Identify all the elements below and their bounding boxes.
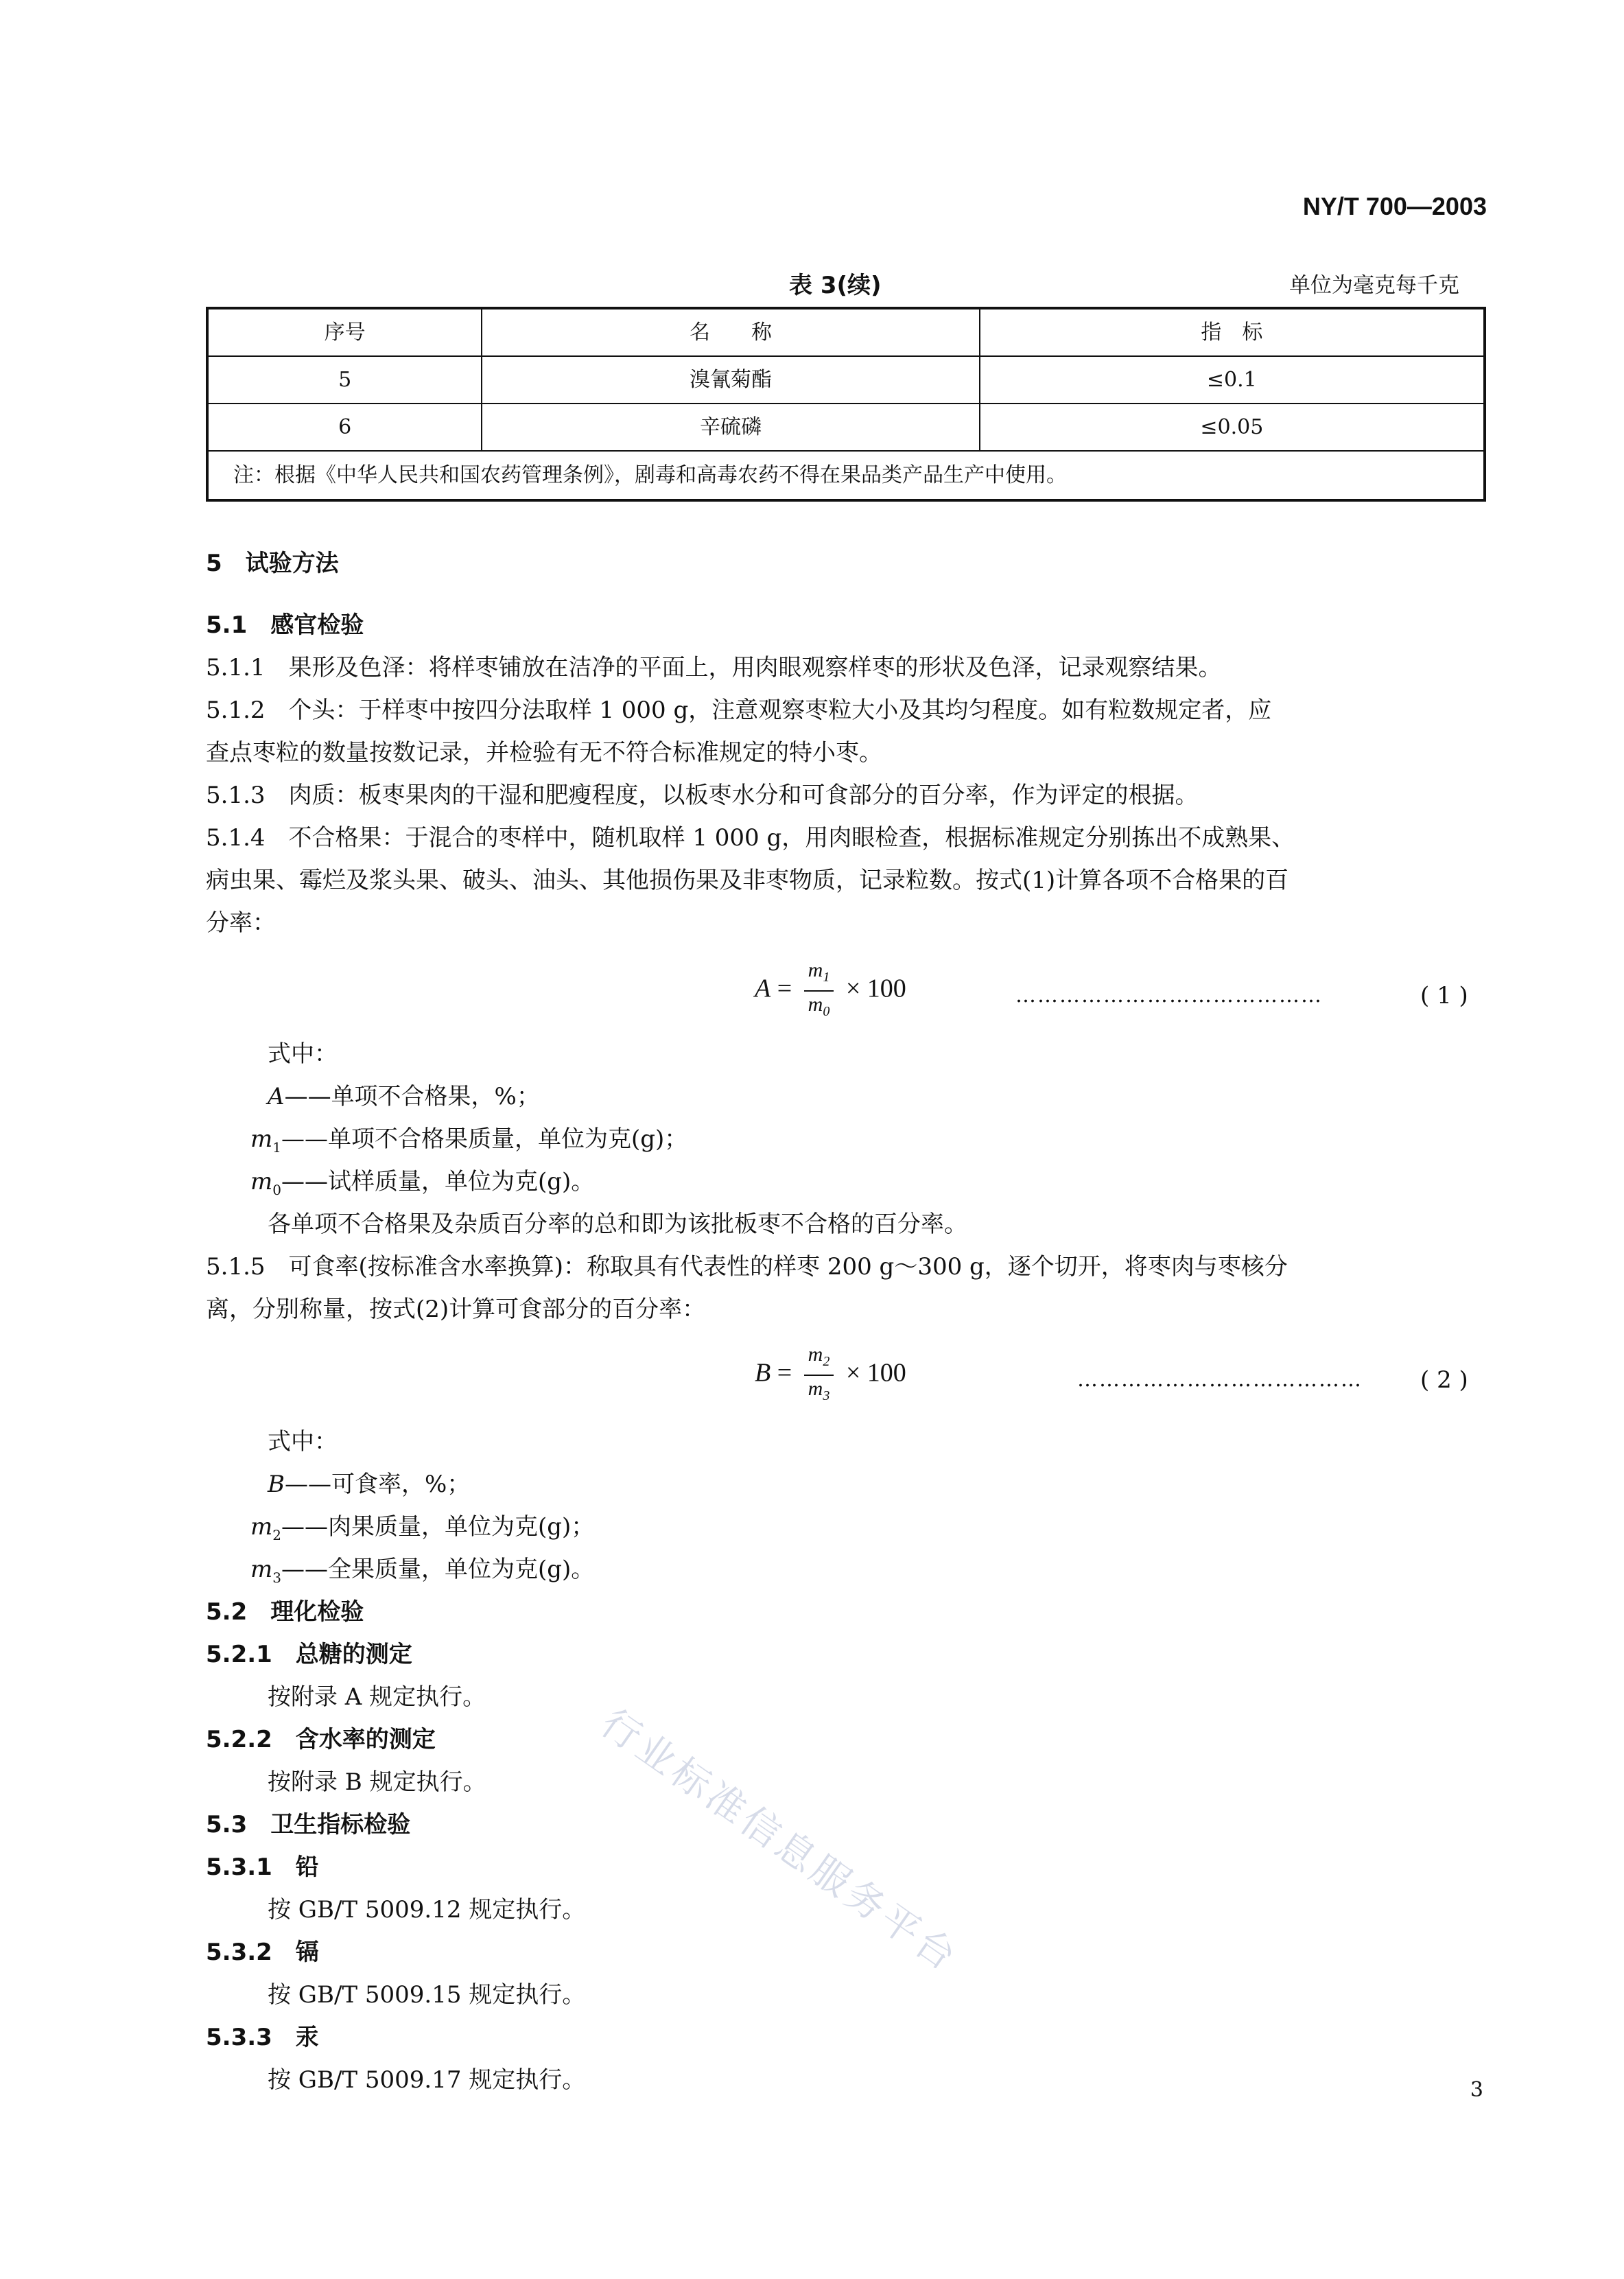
paragraph-5-1-3: 5.1.3 肉质：板枣果肉的干湿和肥瘦程度，以板枣水分和可食部分的百分率，作为评定的根据。 [206, 782, 1199, 809]
table-row [207, 356, 1485, 404]
denominator: $m_0$ [808, 993, 830, 1019]
table-row [207, 404, 1485, 451]
formula-number: ( 2 ) [1420, 1366, 1468, 1394]
table-header-row [207, 308, 1485, 356]
where-label: 式中： [268, 1040, 338, 1068]
section-5-2-2-heading: 5.2.2 含水率的测定 [206, 1726, 436, 1753]
section-5-3-2-heading: 5.3.2 镉 [206, 1939, 319, 1966]
paragraph-5-1-4-cont: 病虫果、霉烂及浆头果、破头、油头、其他损伤果及非枣物质，记录粒数。按式(1)计算各项不合格果的百 [206, 867, 1289, 894]
formula-lhs: B [755, 1358, 771, 1388]
where-label: 式中： [268, 1428, 338, 1456]
table-cell: 6 [207, 404, 482, 451]
variable-def: B——可食率，%； [268, 1471, 471, 1498]
table-note-row [207, 451, 1485, 500]
paragraph-5-3-3: 按 GB/T 5009.17 规定执行。 [268, 2066, 586, 2094]
multiplier: × 100 [845, 974, 906, 1003]
section-5-3-heading: 5.3 卫生指标检验 [206, 1811, 411, 1838]
formula-number: ( 1 ) [1420, 982, 1468, 1009]
formula-2: B = $\frac{m_2}{m_3}$ × 100 [755, 1342, 906, 1409]
standard-number: NY/T 700—2003 [1302, 192, 1487, 220]
variable-def: $m_2——$肉果质量，单位为克(g)； [250, 1513, 595, 1543]
header-cell: 名 称 [482, 308, 979, 356]
paragraph-5-1-4: 5.1.4 不合格果：于混合的枣样中，随机取样 1 000 g，用肉眼检查，根据标准规定分别拣出不成熟果、 [206, 824, 1295, 852]
section-5-2-heading: 5.2 理化检验 [206, 1598, 364, 1626]
table-cell: ≤0.1 [980, 356, 1485, 404]
paragraph-5-1-4-end: 分率： [206, 909, 276, 937]
paragraph-5-1-2-cont: 查点枣粒的数量按数记录，并检验有无不符合标准规定的特小枣。 [206, 739, 882, 767]
multiplier: × 100 [845, 1358, 906, 1388]
variable-def: $m_1——$单项不合格果质量，单位为克(g)； [250, 1125, 688, 1156]
section-5-1-heading: 5.1 感官检验 [206, 611, 364, 639]
page-number: 3 [1470, 2078, 1483, 2102]
watermark: 行业标准信息服务平台 [592, 1701, 967, 1982]
table-cell: 溴氰菊酯 [482, 356, 979, 404]
numerator: $m_2$ [804, 1342, 834, 1376]
table-caption: 表 3(续) [789, 272, 882, 299]
formula-1: A = $\frac{m_1}{m_0}$ × 100 [755, 957, 906, 1025]
denominator: $m_3$ [808, 1377, 830, 1403]
table-unit: 单位为毫克每千克 [1289, 273, 1459, 298]
paragraph-5-3-1: 按 GB/T 5009.12 规定执行。 [268, 1896, 586, 1924]
fraction [804, 1342, 834, 1409]
limits-table [206, 307, 1486, 502]
numerator: $m_1$ [804, 957, 834, 992]
paragraph-5-1-2: 5.1.2 个头：于样枣中按四分法取样 1 000 g，注意观察枣粒大小及其均匀程度。如有粒数规定者，应 [206, 697, 1272, 724]
section-5-2-1-heading: 5.2.1 总糖的测定 [206, 1641, 412, 1668]
variable-def: A——单项不合格果，%； [268, 1083, 540, 1110]
formula-leader: …………………………………… [1015, 983, 1323, 1007]
variable-def: $m_0——$试样质量，单位为克(g)。 [250, 1168, 595, 1198]
paragraph-5-2-1: 按附录 A 规定执行。 [268, 1683, 486, 1711]
table-cell: 辛硫磷 [482, 404, 979, 451]
paragraph-5-1-5: 5.1.5 可食率(按标准含水率换算)：称取具有代表性的样枣 200 g～300 g，逐个切开，将枣肉与枣核分 [206, 1253, 1288, 1281]
section-5-3-1-heading: 5.3.1 铅 [206, 1854, 319, 1881]
table-cell: ≤0.05 [980, 404, 1485, 451]
header-cell: 序号 [207, 308, 482, 356]
summary-line: 各单项不合格果及杂质百分率的总和即为该批板枣不合格的百分率。 [268, 1211, 967, 1238]
formula-leader: ………………………………… [1077, 1368, 1363, 1392]
paragraph-5-3-2: 按 GB/T 5009.15 规定执行。 [268, 1981, 586, 2009]
table-note: 注：根据《中华人民共和国农药管理条例》，剧毒和高毒农药不得在果品类产品生产中使用。 [207, 451, 1485, 500]
variable-def: $m_3——$全果质量，单位为克(g)。 [250, 1556, 595, 1586]
fraction [804, 957, 834, 1025]
section-5-heading: 5 试验方法 [206, 550, 339, 577]
table-cell: 5 [207, 356, 482, 404]
paragraph-5-1-5-cont: 离，分别称量，按式(2)计算可食部分的百分率： [206, 1296, 706, 1323]
paragraph-5-1-1: 5.1.1 果形及色泽：将样枣铺放在洁净的平面上，用肉眼观察样枣的形状及色泽，记录观察结果。 [206, 654, 1222, 681]
header-cell: 指 标 [980, 308, 1485, 356]
formula-lhs: A [755, 974, 771, 1003]
paragraph-5-2-2: 按附录 B 规定执行。 [268, 1768, 486, 1796]
section-5-3-3-heading: 5.3.3 汞 [206, 2024, 319, 2051]
